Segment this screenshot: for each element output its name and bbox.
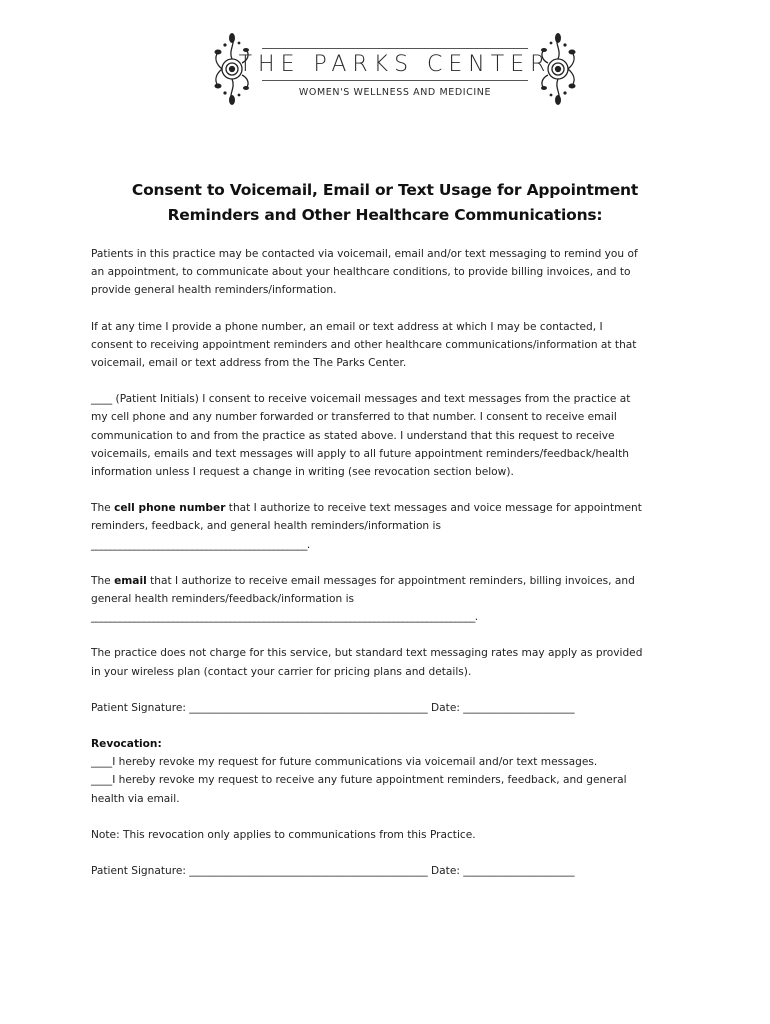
text-run: that I authorize to receive email messages for appointment reminders, billing invoices, and (146, 574, 635, 587)
revocation-voicemail-text[interactable]: ____I hereby revoke my request for future communications via voicemail and/or text messages. (91, 756, 598, 769)
text-run: that I authorize to receive text messages and voice message for appointment (225, 502, 642, 515)
document-title (90, 178, 680, 228)
email-label: email (114, 574, 147, 587)
text-line (91, 572, 691, 590)
intro-paragraph (91, 245, 691, 300)
email-field[interactable]: ________________________________________________________________________________. (91, 611, 478, 624)
revocation-email-text[interactable]: ____I hereby revoke my request to receive any future appointment reminders, feedback, and general (91, 774, 627, 787)
email-paragraph (91, 572, 691, 627)
revocation-note: Note: This revocation only applies to communications from this Practice. (91, 828, 476, 841)
text-line: voicemail, email or text address from the The Parks Center. (91, 357, 407, 370)
cell-phone-paragraph (91, 499, 691, 554)
text-line: information unless I request a change in writing (see revocation section below). (91, 466, 514, 479)
text-line: reminders, feedback, and general health reminders/information is (91, 520, 441, 533)
letterhead-rule-bottom (262, 80, 528, 81)
consent-paragraph (91, 318, 691, 373)
text-line: voicemails, emails and text messages will apply to all future appointment reminders/feedback/health (91, 447, 629, 460)
brand-tagline: WOMEN'S WELLNESS AND MEDICINE (298, 87, 492, 98)
text-line: The practice does not charge for this service, but standard text messaging rates may apply as provided (91, 647, 643, 660)
floral-ornament-icon (536, 30, 580, 108)
title-line-2: Reminders and Other Healthcare Communications: (167, 206, 603, 224)
text-line: provide general health reminders/information. (91, 284, 337, 297)
brand-name: THE PARKS CENTER (238, 52, 552, 77)
text-line: an appointment, to communicate about your healthcare conditions, to provide billing invoices, and to (91, 266, 631, 279)
text-line: If at any time I provide a phone number, an email or text address at which I may be contacted, I (91, 320, 603, 333)
text-run: The (91, 574, 115, 587)
rates-paragraph (91, 644, 691, 680)
revocation-signature-field[interactable]: Patient Signature: _____________________________________________ Date: _____________________ (91, 865, 575, 878)
text-line: Patients in this practice may be contacted via voicemail, email and/or text messaging to remind you of (91, 248, 638, 260)
text-line: my cell phone and any number forwarded or transferred to that number. I consent to receive email (91, 411, 617, 424)
text-line: consent to receiving appointment reminders and other healthcare communications/information at that (91, 338, 637, 351)
text-line (91, 499, 691, 517)
cell-phone-label: cell phone number (114, 502, 226, 515)
letterhead-rule-top (262, 48, 528, 49)
text-line: health via email. (91, 792, 180, 805)
text-line: ____ (Patient Initials) I consent to receive voicemail messages and text messages from the practice at (91, 393, 631, 406)
patient-signature-field[interactable]: Patient Signature: _____________________________________________ Date: _____________________ (91, 701, 575, 714)
initials-paragraph (91, 390, 691, 481)
cell-phone-field[interactable]: _____________________________________________. (91, 538, 310, 551)
title-line-1: Consent to Voicemail, Email or Text Usage for Appointment (131, 181, 639, 199)
text-run: The (91, 502, 115, 515)
revocation-section (91, 735, 691, 808)
text-line: in your wireless plan (contact your carrier for pricing plans and details). (91, 665, 472, 678)
letterhead-logo (210, 30, 580, 110)
document-body (91, 245, 691, 898)
text-line: communication to and from the practice as stated above. I understand that this request to receive (91, 429, 615, 442)
revocation-heading: Revocation: (91, 738, 162, 751)
text-line: general health reminders/feedback/information is (91, 593, 355, 606)
